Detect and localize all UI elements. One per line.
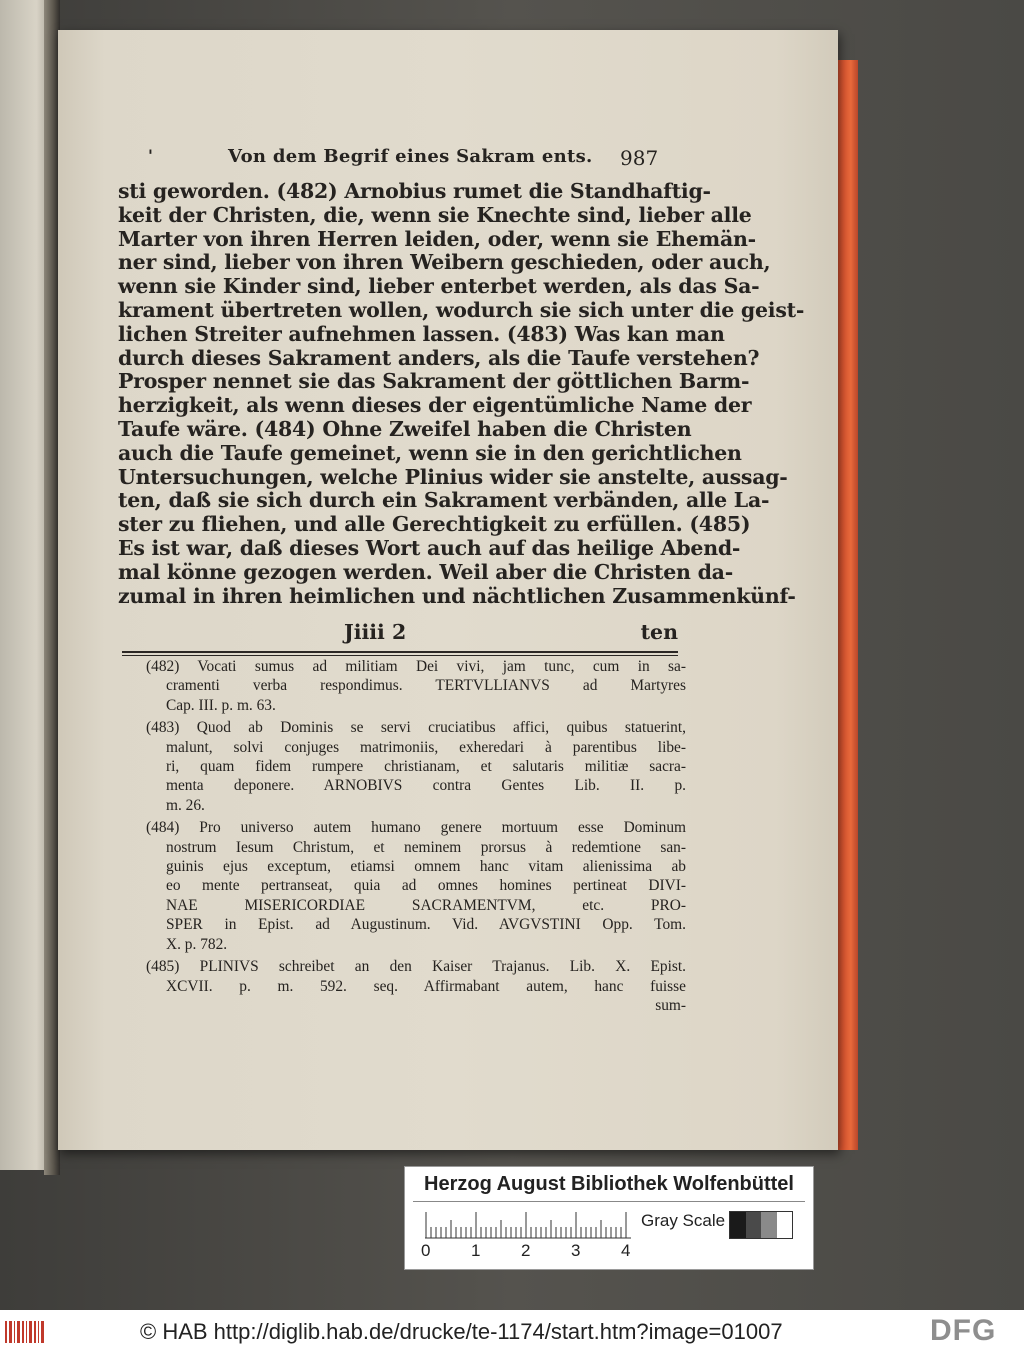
footnote-line: (483) Quod ab Dominis se servi cruciatibus affici, quibus statuerint, bbox=[146, 719, 686, 737]
footnote-rule bbox=[122, 651, 678, 653]
footnote-line: XCVII. p. m. 592. seq. Affirmabant autem, hanc fuisse bbox=[166, 977, 686, 995]
text-line: ster zu fliehen, und alle Gerechtigkeit zu erfüllen. (485) bbox=[118, 512, 751, 537]
footnote-line: (484) Pro universo autem humano genere mortuum esse Dominum bbox=[146, 819, 686, 837]
viewer-footer bbox=[0, 1310, 1024, 1353]
text-line: krament übertreten wollen, wodurch sie sich unter die geist- bbox=[118, 297, 805, 322]
footnote-line: NAE MISERICORDIAE SACRAMENTVM, etc. PRO- bbox=[166, 896, 686, 914]
footnote bbox=[146, 657, 686, 715]
text-line: ner sind, lieber von ihren Weibern geschieden, oder auch, bbox=[118, 250, 771, 275]
hab-logo-icon bbox=[4, 1318, 48, 1346]
footnote-line: sum- bbox=[655, 996, 686, 1014]
text-line: Untersuchungen, welche Plinius wider sie anstelte, aussag- bbox=[118, 464, 788, 489]
header-mark: ' bbox=[148, 146, 153, 165]
footnote-line: m. 26. bbox=[166, 796, 205, 814]
footnote-line: Cap. III. p. m. 63. bbox=[166, 696, 276, 714]
main-text-block bbox=[118, 179, 805, 608]
text-line: Marter von ihren Herren leiden, oder, wenn sie Ehemän- bbox=[118, 226, 756, 251]
footnote-line: malunt, solvi conjuges matrimoniis, exheredari à parentibus libe- bbox=[166, 738, 686, 756]
running-head: Von dem Begrif eines Sakram ents. bbox=[228, 146, 593, 167]
ruler-number: 0 bbox=[421, 1241, 431, 1260]
gray-swatch bbox=[730, 1212, 746, 1238]
text-line: Es ist war, daß dieses Wort auch auf das heilige Abend- bbox=[118, 535, 741, 560]
ruler-number: 1 bbox=[471, 1241, 481, 1260]
signature-mark: Jiiii 2 bbox=[344, 620, 407, 644]
text-line: keit der Christen, die, wenn sie Knechte sind, lieber alle bbox=[118, 202, 752, 227]
ruler-numbers bbox=[417, 1241, 637, 1265]
copyright-url: © HAB http://diglib.hab.de/drucke/te-1174/start.htm?image=01007 bbox=[140, 1319, 783, 1344]
footnote-line: ri, quam fidem rumpere christianam, et salutaris militiæ sacra- bbox=[166, 758, 686, 776]
footnote-rule-thin bbox=[122, 655, 678, 656]
text-line: herzigkeit, als wenn dieses der eigentümliche Name der bbox=[118, 393, 752, 418]
footnote bbox=[146, 957, 686, 1015]
text-line: ten, daß sie sich durch ein Sakrament verbänden, alle La- bbox=[118, 488, 770, 513]
gray-swatch bbox=[761, 1212, 777, 1238]
footnote bbox=[146, 718, 686, 815]
footnote-line: SPER in Epist. ad Augustinum. Vid. AVGVSTINI Opp. Tom. bbox=[166, 916, 686, 934]
footnote bbox=[146, 818, 686, 954]
signature-line bbox=[118, 620, 678, 648]
dfg-logo: DFG bbox=[930, 1314, 997, 1347]
page-number: 987 bbox=[620, 146, 659, 170]
gray-scale-label: Gray Scale bbox=[641, 1211, 726, 1230]
footnote-line: eo mente pertranseat, quia ad omnes homines pertineat DIVI- bbox=[166, 877, 686, 895]
gray-swatch bbox=[777, 1212, 793, 1238]
ruler-number: 4 bbox=[621, 1241, 631, 1260]
footnote-line: cramenti verba respondimus. TERTVLLIANVS ad Martyres bbox=[166, 677, 686, 695]
text-line: auch die Taufe gemeinet, wenn sie in den gerichtlichen bbox=[118, 440, 742, 465]
text-line: sti geworden. (482) Arnobius rumet die Standhaftig- bbox=[118, 179, 711, 203]
text-line: zumal in ihren heimlichen und nächtlichen Zusammenkünf- bbox=[118, 583, 796, 608]
measurement-ruler bbox=[425, 1209, 631, 1239]
text-line: Taufe wäre. (484) Ohne Zweifel haben die Christen bbox=[118, 416, 692, 441]
footnote-line: X. p. 782. bbox=[166, 935, 228, 953]
ruler-number: 2 bbox=[521, 1241, 531, 1260]
library-label-card bbox=[404, 1166, 814, 1270]
gray-scale-swatches bbox=[729, 1211, 793, 1239]
footnote-line: menta deponere. ARNOBIVS contra Gentes Lib. II. p. bbox=[166, 777, 686, 795]
text-line: durch dieses Sakrament anders, als die Taufe verstehen? bbox=[118, 345, 760, 370]
footnote-line: nostrum Iesum Christum, et neminem prorsus à redemtione san- bbox=[166, 838, 686, 856]
footnote-line: (485) PLINIVS schreibet an den Kaiser Trajanus. Lib. X. Epist. bbox=[146, 958, 686, 976]
footnote-line: guinis ejus exceptum, etiamsi omnem hanc vitam alienissima ab bbox=[166, 858, 686, 876]
ruler-number: 3 bbox=[571, 1241, 581, 1260]
gray-swatch bbox=[746, 1212, 762, 1238]
text-line: mal könne gezogen werden. Weil aber die Christen da- bbox=[118, 559, 733, 584]
footnote-line: (482) Vocati sumus ad militiam Dei vivi, jam tunc, cum in sa- bbox=[146, 658, 686, 675]
catchword: ten bbox=[640, 620, 678, 644]
library-name: Herzog August Bibliothek Wolfenbüttel bbox=[424, 1173, 794, 1195]
footnotes-block bbox=[146, 657, 686, 1018]
label-divider bbox=[413, 1201, 805, 1202]
text-line: wenn sie Kinder sind, lieber enterbet werden, als das Sa- bbox=[118, 274, 760, 299]
text-line: lichen Streiter aufnehmen lassen. (483) Was kan man bbox=[118, 321, 725, 346]
text-line: Prosper nennet sie das Sakrament der göttlichen Barm- bbox=[118, 369, 750, 394]
